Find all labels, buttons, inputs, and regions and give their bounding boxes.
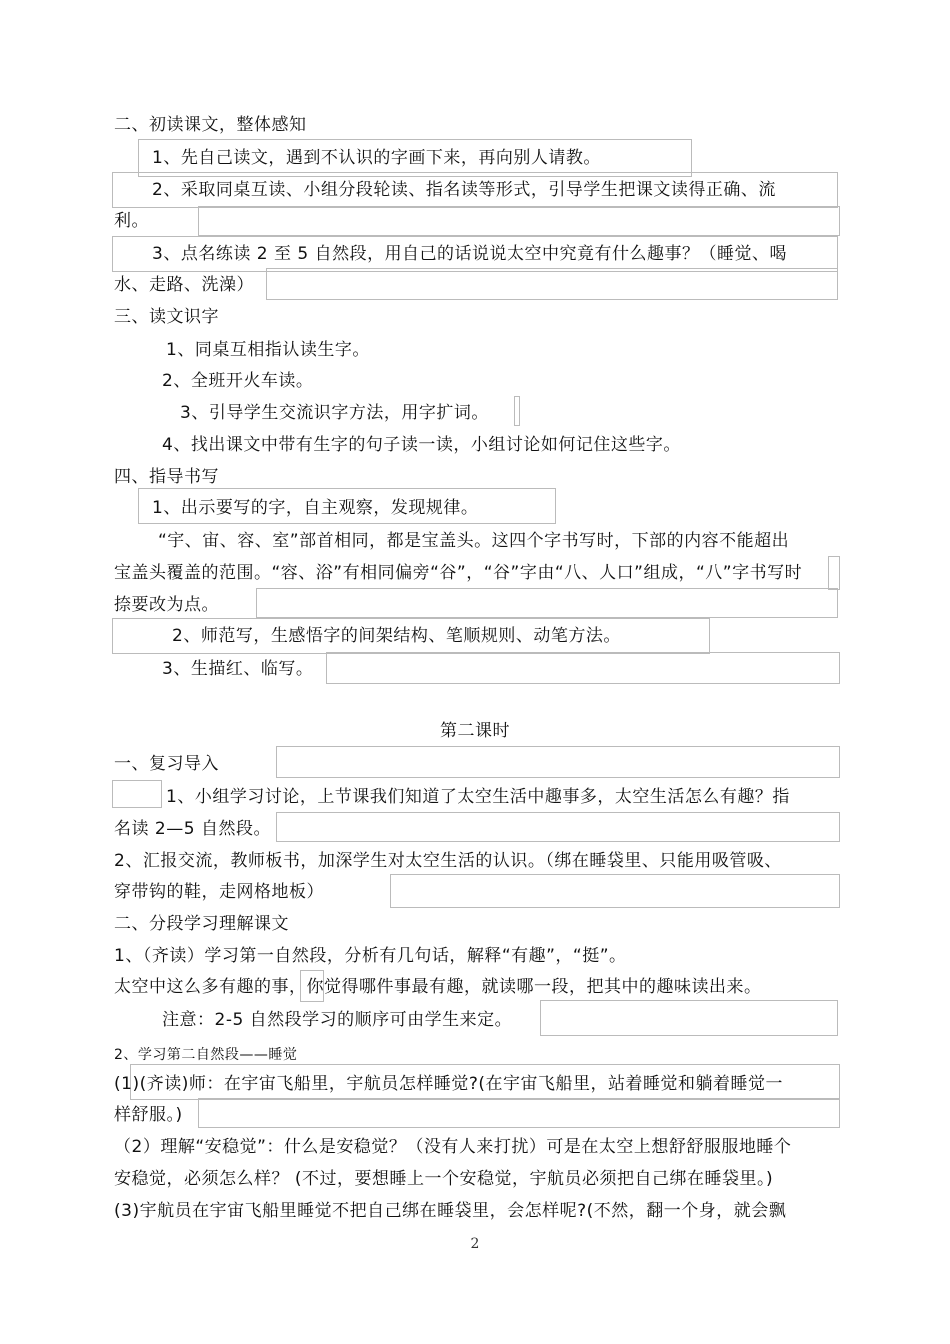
text-line: 1、出示要写的字，自主观察，发现规律。 <box>152 498 479 518</box>
text-line: (3)宇航员在宇宙飞船里睡觉不把自己绑在睡袋里，会怎样呢?(不然，翻一个身，就会飘 <box>114 1201 787 1221</box>
text-line: 3、生描红、临写。 <box>162 659 314 679</box>
text-line: 2、师范写，生感悟字的间架结构、笔顺规则、动笔方法。 <box>172 626 621 646</box>
cell-border <box>198 1098 840 1128</box>
section-title: 第二课时 <box>440 721 510 741</box>
subheading-sleep: 2、学习第二自然段——睡觉 <box>114 1047 298 1063</box>
text-line: 2、采取同桌互读、小组分段轮读、指名读等形式，引导学生把课文读得正确、流 <box>152 180 776 200</box>
text-line: 宝盖头覆盖的范围。“容、浴”有相同偏旁“谷”，“谷”字由“八、人口”组成，“八”字书写时 <box>114 563 803 583</box>
text-line: 穿带钩的鞋，走网格地板） <box>114 882 324 902</box>
text-line: 1、先自己读文，遇到不认识的字画下来，再向别人请教。 <box>152 148 601 168</box>
text-line: (1)(齐读)师：在宇宙飞船里，宇航员怎样睡觉?(在宇宙飞船里，站着睡觉和躺着睡觉一 <box>114 1074 783 1094</box>
text-line: 水、走路、洗澡） <box>114 275 254 295</box>
heading-paragraph-study: 二、分段学习理解课文 <box>114 914 289 934</box>
heading-read-characters: 三、读文识字 <box>114 307 219 327</box>
text-line: 利。 <box>114 211 149 231</box>
text-line: 3、引导学生交流识字方法，用字扩词。 <box>180 403 489 423</box>
text-line: 2、全班开火车读。 <box>162 371 314 391</box>
text-line: （2）理解“安稳觉”：什么是安稳觉？（没有人来打扰）可是在太空上想舒舒服服地睡个 <box>114 1137 792 1157</box>
text-line: “宇、宙、容、室”部首相同，都是宝盖头。这四个字书写时，下部的内容不能超出 <box>158 531 790 551</box>
text-line: 名读 2—5 自然段。 <box>114 819 271 839</box>
text-line: 捺要改为点。 <box>114 595 219 615</box>
text-line: 注意：2-5 自然段学习的顺序可由学生来定。 <box>162 1010 513 1030</box>
cell-border <box>326 652 840 684</box>
heading-review: 一、复习导入 <box>114 754 219 774</box>
heading-read-text: 二、初读课文，整体感知 <box>114 115 307 135</box>
text-line: 1、同桌互相指认读生字。 <box>166 340 370 360</box>
cell-border <box>828 556 840 590</box>
cell-border <box>540 1000 838 1036</box>
cell-border <box>256 588 838 618</box>
cell-border <box>276 746 840 778</box>
text-line: 3、点名练读 2 至 5 自然段，用自己的话说说太空中究竟有什么趣事？（睡觉、喝 <box>152 244 788 264</box>
text-line: 2、汇报交流，教师板书，加深学生对太空生活的认识。（绑在睡袋里、只能用吸管吸、 <box>114 851 782 871</box>
page-number: 2 <box>470 1236 480 1252</box>
cell-border <box>390 874 840 908</box>
text-line: 1、小组学习讨论，上节课我们知道了太空生活中趣事多，太空生活怎么有趣？指 <box>166 787 790 807</box>
heading-writing-guidance: 四、指导书写 <box>114 467 219 487</box>
text-line: 4、找出课文中带有生字的句子读一读，小组讨论如何记住这些字。 <box>162 435 681 455</box>
cell-border <box>198 206 840 236</box>
cell-border <box>514 396 520 426</box>
cell-border <box>276 812 840 842</box>
text-line: 安稳觉，必须怎么样？ (不过，要想睡上一个安稳觉，宇航员必须把自己绑在睡袋里。) <box>114 1169 774 1189</box>
text-line: 1、（齐读）学习第一自然段，分析有几句话，解释“有趣”，“挺”。 <box>114 946 627 966</box>
text-line: 太空中这么多有趣的事，你觉得哪件事最有趣，就读哪一段，把其中的趣味读出来。 <box>114 977 762 997</box>
text-line: 样舒服。) <box>114 1105 183 1125</box>
cell-border <box>112 780 162 808</box>
cell-border <box>266 268 838 300</box>
